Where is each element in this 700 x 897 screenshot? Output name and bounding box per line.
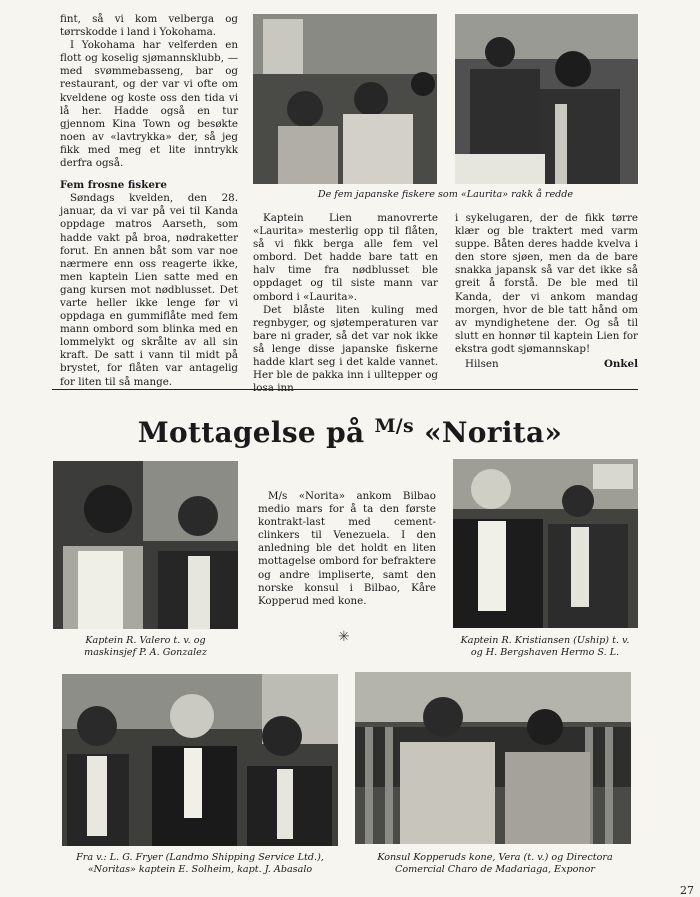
article1-paragraph: Det blåste liten kuling med regnbyger, og sjøtemperaturen var bare ni grader, så det var nok ikke så lenge disse japanske fiskerne hadde klart seg i det kalde vannet. Her ble de pakka inn i ulltepper og losa inn (253, 303, 438, 395)
article1-paragraph: Kaptein Lien manovrerte «Laurita» mesterlig opp til flåten, så vi fikk berga alle fem vel ombord. Det hadde bare tatt en halv time fra nødblusset ble oppdaget og til siste mann var ombord i «Laurita». (253, 212, 438, 303)
signature-name: Onkel (603, 358, 638, 371)
article1-column-left (60, 13, 238, 389)
photo-valero-gonzalez (53, 461, 238, 629)
signature-greeting: Hilsen (465, 358, 499, 371)
photo-vera-charo (355, 672, 631, 844)
article1-paragraph: fint, så vi kom velberga og tørrskodde i land i Yokohama. (60, 13, 238, 39)
decorative-star: ✳ (338, 629, 350, 645)
article2-body (258, 490, 436, 608)
article1-paragraph: I Yokohama har velferden en flott og koselig sjømannsklubb, — med svømmebasseng, bar og restaurant, og der var vi ofte om kveldene og koste oss den tida vi lå her. Hadde også en tur gjennom Kina Town og besøkte noen av «lavtrykka» der, så jeg fikk med meg et lite inntrykk derfra også. (60, 39, 238, 170)
caption-line: Kaptein R. Valero t. v. og (85, 635, 206, 646)
photo-caption-vera (350, 852, 640, 876)
article2-paragraph: M/s «Norita» ankom Bilbao medio mars for å ta den første kontrakt-last med cement-clinkers til Venezuela. I den anledning ble det holdt en liten mottagelse ombord for befraktere og andre impliserte, samt den norske konsul i Bilbao, Kåre Kopperud med kone. (258, 490, 436, 607)
article1-paragraph: Søndags kvelden, den 28. januar, da vi var på vei til Kanda oppdage matros Aarseth, som hadde vakt på broa, nødraketter forut. En annen båt som var noe nærmere enn oss reagerte ikke, men kaptein Lien satte med en gang kursen mot nødblusset. Det varte heller ikke lenge før vi oppdaga en gummiflåte med fem mann ombord som blinka med en lommelykt og skrålte av all sin kraft. De satt i vann til midt på brystet, for flåten var antagelig for liten til så mange. (60, 192, 238, 388)
article1-column-right (455, 212, 638, 371)
photo-fryer-solheim-abasalo (62, 674, 338, 846)
headline-text-start: Mottagelse på (137, 416, 375, 449)
headline-text-end: «Norita» (414, 416, 563, 449)
photo-caption-kristiansen (440, 635, 650, 659)
article1-paragraph: i sykelugaren, der de fikk tørre klær og ble traktert med varm suppe. Båten deres hadde kvelva i den store sjøen, men da de bare snakka japansk så var det ikke så greit å forstå. De ble med til Kanda, der vi ankom mandag morgen, hvor de ble tatt hånd om av myndighetene der. Og så til slutt en honnør til kaptein Lien for ekstra godt sjømannskap! (455, 212, 638, 355)
photo-japanese-fishermen-left (253, 14, 437, 184)
section-divider (52, 389, 638, 390)
caption-line: «Noritas» kaptein E. Solheim, kapt. J. Abasalo (87, 864, 313, 875)
article1-signature (455, 358, 638, 371)
caption-line: Comercial Charo de Madariaga, Exponor (395, 864, 595, 875)
page-number: 27 (680, 884, 694, 897)
photo-kristiansen-hermo (453, 459, 638, 628)
caption-line: Fra v.: L. G. Fryer (Landmo Shipping Service Ltd.), (76, 852, 324, 863)
photo-caption-valero (53, 635, 238, 659)
photo-japanese-fishermen-right (455, 14, 638, 184)
caption-line: maskinsjef P. A. Gonzalez (84, 647, 207, 658)
caption-line: Konsul Kopperuds kone, Vera (t. v.) og Directora (377, 852, 613, 863)
article1-column-middle (253, 212, 438, 395)
caption-line: Kaptein R. Kristiansen (Uship) t. v. (460, 635, 630, 646)
caption-line: og H. Bergshaven Hermo S. L. (470, 647, 620, 658)
article1-subheading: Fem frosne fiskere (60, 179, 167, 192)
headline-ms: M/s (374, 415, 415, 437)
photo-caption-fryer (40, 852, 360, 876)
article2-headline (0, 415, 700, 449)
photo-caption-fishermen: De fem japanske fiskere som «Laurita» rakk å redde (317, 189, 574, 200)
